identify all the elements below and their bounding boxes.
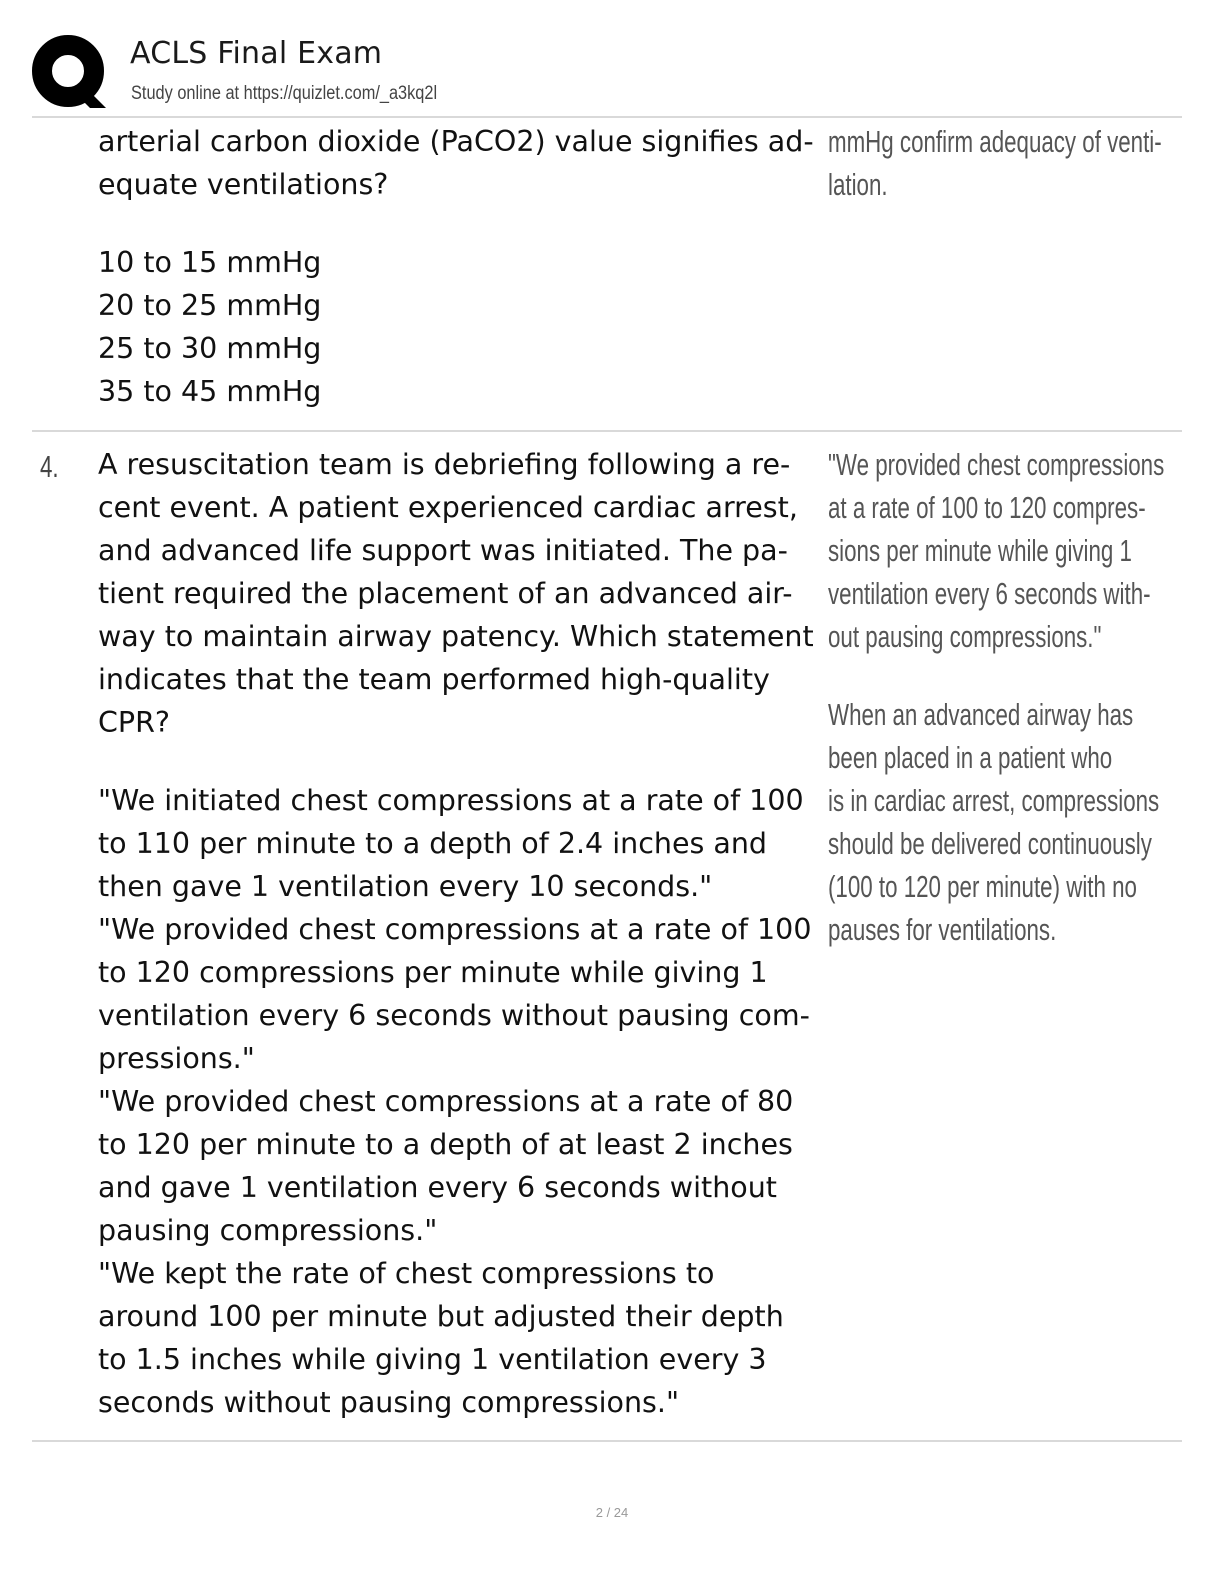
question-3-answer bbox=[828, 120, 1166, 206]
question-4-number: 4. bbox=[40, 449, 59, 484]
explanation-line: When an advanced airway has bbox=[828, 697, 1134, 732]
question-3-option: 25 to 30 mmHg bbox=[98, 332, 322, 365]
question-4-answer bbox=[828, 443, 1166, 951]
question-3 bbox=[98, 120, 828, 413]
explanation-line: been placed in a patient who bbox=[828, 740, 1113, 775]
question-4-explanation bbox=[828, 693, 1166, 951]
page-number: 2 / 24 bbox=[595, 1505, 629, 1520]
answer-line: sions per minute while giving 1 bbox=[828, 533, 1132, 568]
question-3-option: 35 to 45 mmHg bbox=[98, 375, 322, 408]
document-title: ACLS Final Exam bbox=[130, 36, 383, 71]
question-4-line: way to maintain airway patency. Which statement bbox=[98, 620, 814, 653]
quizlet-logo-icon bbox=[32, 34, 110, 112]
option-line: seconds without pausing compressions." bbox=[98, 1386, 680, 1419]
question-4-line: A resuscitation team is debriefing following a re- bbox=[98, 448, 791, 481]
option-line: "We initiated chest compressions at a rate of 100 bbox=[98, 784, 804, 817]
question-4-line: CPR? bbox=[98, 706, 171, 739]
option-line: "We provided chest compressions at a rate of 100 bbox=[98, 913, 812, 946]
answer-line: out pausing compressions." bbox=[828, 619, 1102, 654]
option-line: to 1.5 inches while giving 1 ventilation every 3 bbox=[98, 1343, 767, 1376]
explanation-line: (100 to 120 per minute) with no bbox=[828, 869, 1137, 904]
question-4-option-c bbox=[98, 1080, 828, 1252]
option-line: "We kept the rate of chest compressions to bbox=[98, 1257, 715, 1290]
option-line: to 110 per minute to a depth of 2.4 inches and bbox=[98, 827, 767, 860]
question-divider bbox=[32, 430, 1182, 432]
explanation-line: pauses for ventilations. bbox=[828, 912, 1057, 947]
header-divider bbox=[32, 116, 1182, 118]
option-line: pausing compressions." bbox=[98, 1214, 438, 1247]
explanation-line: is in cardiac arrest, compressions bbox=[828, 783, 1160, 818]
question-4-line: cent event. A patient experienced cardiac arrest, bbox=[98, 491, 798, 524]
page-header bbox=[0, 0, 1224, 118]
explanation-line: should be delivered continuously bbox=[828, 826, 1152, 861]
answer-line: lation. bbox=[828, 167, 888, 202]
answer-line: at a rate of 100 to 120 compres- bbox=[828, 490, 1146, 525]
answer-line: ventilation every 6 seconds with- bbox=[828, 576, 1151, 611]
option-line: to 120 per minute to a depth of at least 2 inches bbox=[98, 1128, 793, 1161]
question-4-line: indicates that the team performed high-quality bbox=[98, 663, 770, 696]
question-4-option-a bbox=[98, 779, 828, 908]
option-line: pressions." bbox=[98, 1042, 255, 1075]
option-line: then gave 1 ventilation every 10 seconds." bbox=[98, 870, 713, 903]
option-line: ventilation every 6 seconds without pausing com- bbox=[98, 999, 810, 1032]
question-3-line: equate ventilations? bbox=[98, 168, 389, 201]
question-4-line: and advanced life support was initiated. The pa- bbox=[98, 534, 788, 567]
question-4-option-d bbox=[98, 1252, 828, 1424]
question-4 bbox=[98, 443, 828, 1424]
question-3-option: 10 to 15 mmHg bbox=[98, 246, 322, 279]
question-4-line: tient required the placement of an advanced air- bbox=[98, 577, 793, 610]
answer-line: "We provided chest compressions bbox=[828, 447, 1165, 482]
study-online-link[interactable]: Study online at https://quizlet.com/_a3kq2l bbox=[131, 83, 438, 104]
option-line: "We provided chest compressions at a rate of 80 bbox=[98, 1085, 794, 1118]
option-line: around 100 per minute but adjusted their depth bbox=[98, 1300, 784, 1333]
option-line: and gave 1 ventilation every 6 seconds without bbox=[98, 1171, 777, 1204]
option-line: to 120 compressions per minute while giving 1 bbox=[98, 956, 768, 989]
question-3-option: 20 to 25 mmHg bbox=[98, 289, 322, 322]
question-3-line: arterial carbon dioxide (PaCO2) value signifies ad- bbox=[98, 125, 814, 158]
answer-line: mmHg confirm adequacy of venti- bbox=[828, 124, 1162, 159]
question-divider bbox=[32, 1440, 1182, 1442]
question-4-option-b bbox=[98, 908, 828, 1080]
